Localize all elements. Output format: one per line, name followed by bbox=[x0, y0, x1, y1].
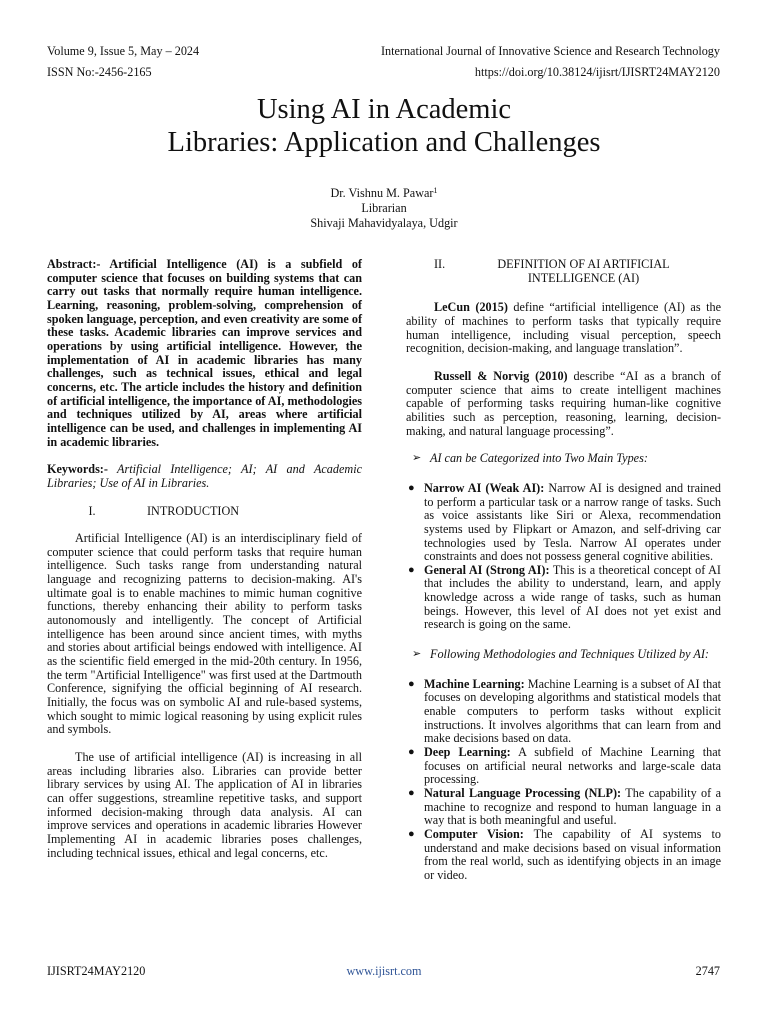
list-item bbox=[406, 746, 721, 787]
right-column bbox=[406, 258, 721, 883]
author-block bbox=[0, 186, 768, 231]
keywords-text: Artificial Intelligence; AI; AI and Academic Libraries; Use of AI in Libraries. bbox=[47, 462, 362, 490]
list-item-description: This is a theoretical concept of AI that includes the ability to understand, learn, and apply knowledge across a wide range of tasks, such as human beings. However, this level of AI does not yet exist and research is going on the same. bbox=[424, 562, 721, 632]
list-item-term: General AI (Strong AI): bbox=[424, 562, 550, 577]
section-title: INTRODUCTION bbox=[147, 503, 240, 518]
list-item-description: Narrow AI is designed and trained to perform a particular task or a narrow range of tasks. Such as voice assistants like Siri or Alexa, recommendation systems used by Flipkart or Amazon, and self-driving car technologies used by Tesla. Narrow AI operates under constraints and does not possess general cognitive abilities. bbox=[424, 480, 722, 564]
paper-title bbox=[0, 93, 768, 159]
russell-definition bbox=[406, 370, 721, 438]
page-number: 2747 bbox=[695, 964, 720, 978]
issn: ISSN No:-2456-2165 bbox=[47, 65, 152, 79]
volume-info: Volume 9, Issue 5, May – 2024 bbox=[47, 44, 200, 58]
bullet-icon: ● bbox=[408, 827, 415, 840]
author-affiliation: Shivaji Mahavidyalaya, Udgir bbox=[310, 216, 458, 230]
list-item-term: Machine Learning: bbox=[424, 676, 525, 691]
bullet-icon: ● bbox=[408, 746, 415, 759]
section-number: I. bbox=[88, 503, 96, 518]
types-heading-text: AI can be Categorized into Two Main Types: bbox=[430, 451, 648, 466]
author-name: Dr. Vishnu M. Pawar bbox=[330, 186, 434, 200]
methods-heading-text: Following Methodologies and Techniques Utilized by AI: bbox=[430, 647, 709, 662]
bullet-icon: ● bbox=[408, 677, 415, 690]
footer-paper-id: IJISRT24MAY2120 bbox=[47, 964, 146, 978]
russell-citation: Russell & Norvig (2010) bbox=[434, 368, 568, 383]
list-item-description: The capability of AI systems to understand and make decisions based on visual information from the real world, such as identifying objects in an image or video. bbox=[424, 826, 721, 882]
bullet-icon: ● bbox=[408, 481, 415, 494]
intro-paragraph-2: The use of artificial intelligence (AI) is increasing in all areas including libraries also. Libraries can provide better library services by using AI. The application of AI in libraries can offer suggestions, streamline repetitive tasks, and support informed decision-making through data analysis. AI can improve services and operations in academic libraries However Implementing AI in academic libraries poses challenges, including technical issues, ethical and legal concerns, etc. bbox=[47, 750, 362, 860]
methods-heading bbox=[406, 648, 721, 662]
title-line-2: Libraries: Application and Challenges bbox=[167, 127, 601, 158]
arrow-bullet-icon: ➢ bbox=[412, 648, 422, 661]
keywords bbox=[47, 463, 362, 490]
abstract: Abstract:- Artificial Intelligence (AI) is a subfield of computer science that focuses on building systems that can carry out tasks that normally require human intelligence. Learning, reasoning, problem-solving, comprehension of spoken language, perception, and even creativity are some of these tasks. Academic libraries can improve services and operations by using artificial intelligence. However, the implementation of AI in academic libraries has many challenges, such as technical issues, ethical and legal concerns, etc. The article includes the history and definition of artificial intelligence, the importance of AI, methodologies and techniques utilized by AI, areas where artificial intelligence can be used, and challenges in implementing AI in academic libraries. bbox=[47, 257, 362, 449]
title-line-1: Using AI in Academic bbox=[256, 94, 512, 125]
doi-link[interactable]: https://doi.org/10.38124/ijisrt/IJISRT24MAY2120 bbox=[474, 65, 720, 79]
list-item-term: Computer Vision: bbox=[424, 826, 524, 841]
list-item-term: Narrow AI (Weak AI): bbox=[424, 480, 545, 495]
ai-methods-list bbox=[406, 678, 721, 883]
journal-name: International Journal of Innovative Science and Research Technology bbox=[380, 44, 720, 58]
list-item-term: Deep Learning: bbox=[424, 745, 511, 760]
section-title-line-1: DEFINITION OF AI ARTIFICIAL bbox=[497, 257, 670, 271]
list-item-description: Machine Learning is a subset of AI that focuses on developing algorithms and statistical models that enable computers to perform tasks without explicit instructions. It involves algorithms that can learn from and make decisions based on data. bbox=[424, 676, 722, 746]
types-heading bbox=[406, 452, 721, 466]
lecun-definition bbox=[406, 301, 721, 356]
arrow-bullet-icon: ➢ bbox=[412, 452, 422, 465]
section-title bbox=[476, 258, 721, 285]
lecun-text: define “artificial intelligence (AI) as the ability of machines to perform tasks that typically require human intelligence, including visual perception, speech recognition, decision-making, and language translation”. bbox=[406, 300, 721, 356]
list-item-description: A subfield of Machine Learning that focuses on artificial neural networks and large-scale data processing. bbox=[424, 745, 721, 787]
list-item bbox=[406, 564, 721, 632]
bullet-icon: ● bbox=[408, 787, 415, 799]
keywords-label: Keywords:- bbox=[47, 462, 108, 477]
russell-text: describe “AI as a branch of computer science that aims to create intelligent machines capable of performing tasks requiring human-like cognitive abilities such as perception, reasoning, learning, decision-making, and natural language processing”. bbox=[406, 368, 721, 438]
list-item bbox=[406, 787, 721, 828]
section-heading-introduction bbox=[47, 505, 362, 519]
list-item-term: Natural Language Processing (NLP): bbox=[424, 786, 622, 800]
section-heading-definition bbox=[406, 258, 721, 285]
lecun-citation: LeCun (2015) bbox=[434, 300, 508, 315]
list-item-description: The capability of a machine to recognize and respond to human language in a way that is both meaningful and useful. bbox=[424, 786, 722, 828]
section-number: II. bbox=[434, 257, 446, 271]
intro-paragraph-1: Artificial Intelligence (AI) is an interdisciplinary field of computer science that could perform tasks that require human intelligence. Such tasks range from understanding natural language and recognizing patterns to decision-making. AI's ultimate goal is to enable machines to mimic human cognitive functions, thereby enhancing their ability to perform tasks autonomously and intelligently. The concept of Artificial intelligence has been around since ancient times, with myths and stories about artificial beings endowed with intelligence. AI as the scientific field emerged in the mid-20th century. In 1956, the term "Artificial Intelligence" was first used at the Dartmouth Conference, signifying the official beginning of AI research. Initially, the focus was on symbolic AI and rule-based systems, which sought to mimic logical reasoning by using explicit rules and symbols. bbox=[47, 531, 362, 737]
footer-website-link[interactable]: www.ijisrt.com bbox=[346, 964, 422, 978]
left-column bbox=[47, 258, 362, 860]
author-superscript: 1 bbox=[433, 186, 438, 195]
author-name-line bbox=[0, 186, 768, 201]
list-item bbox=[406, 678, 721, 746]
bullet-icon: ● bbox=[408, 563, 415, 576]
section-title-line-2: INTELLIGENCE (AI) bbox=[527, 270, 640, 285]
author-role: Librarian bbox=[361, 201, 407, 215]
list-item bbox=[406, 482, 721, 564]
ai-types-list bbox=[406, 482, 721, 632]
list-item bbox=[406, 828, 721, 883]
